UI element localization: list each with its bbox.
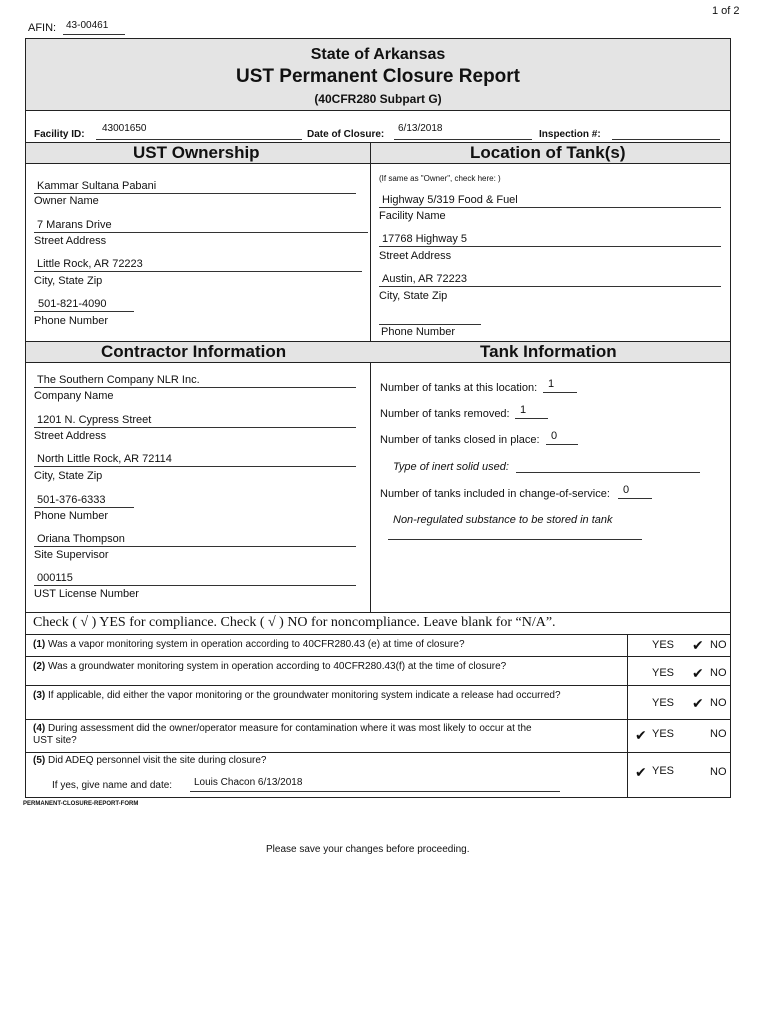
- q5-followup-value[interactable]: Louis Chacon 6/13/2018: [194, 777, 303, 788]
- afin-label: AFIN:: [28, 22, 57, 34]
- license-number-value[interactable]: 000115: [37, 572, 73, 584]
- inert-solid-input[interactable]: [516, 472, 700, 473]
- q1-yes-option[interactable]: YES: [652, 639, 675, 651]
- owner-name-label: Owner Name: [34, 195, 99, 207]
- contractor-street-underline: [34, 427, 356, 428]
- owner-street-underline: [34, 232, 368, 233]
- q2-no-option[interactable]: NO: [710, 667, 727, 679]
- non-regulated-input[interactable]: [388, 539, 642, 540]
- q4-yes-option[interactable]: YES: [652, 728, 675, 740]
- change-of-service-label: Number of tanks included in change-of-service:: [380, 488, 610, 500]
- license-number-underline: [34, 585, 356, 586]
- tanks-closed-label: Number of tanks closed in place:: [380, 434, 540, 446]
- facility-id-underline: [96, 139, 302, 140]
- location-street-underline: [379, 246, 721, 247]
- q2-top-line: [26, 656, 730, 657]
- contractor-company-underline: [34, 387, 356, 388]
- question-5: [33, 755, 623, 767]
- report-title: UST Permanent Closure Report: [236, 66, 520, 87]
- location-heading: Location of Tank(s): [470, 143, 626, 162]
- q1-number: (1): [33, 639, 46, 650]
- ust-ownership-heading: UST Ownership: [133, 143, 260, 162]
- contractor-city-value[interactable]: North Little Rock, AR 72114: [37, 453, 172, 465]
- owner-city-value[interactable]: Little Rock, AR 72223: [37, 258, 143, 270]
- q3-no-option[interactable]: NO: [710, 697, 727, 709]
- q3-top-line: [26, 685, 730, 686]
- question-1: [33, 639, 623, 651]
- owner-city-label: City, State Zip: [34, 275, 103, 287]
- inert-solid-label: Type of inert solid used:: [393, 461, 509, 473]
- q4-number: (4): [33, 723, 46, 734]
- contractor-heading: Contractor Information: [101, 342, 287, 361]
- q5-yes-checkmark-icon[interactable]: ✔: [635, 764, 647, 780]
- q5-no-option[interactable]: NO: [710, 766, 727, 778]
- contractor-phone-underline: [34, 507, 134, 508]
- q2-yes-option[interactable]: YES: [652, 667, 675, 679]
- license-number-label: UST License Number: [34, 588, 139, 600]
- contractor-street-value[interactable]: 1201 N. Cypress Street: [37, 414, 152, 426]
- change-of-service-value[interactable]: 0: [623, 484, 630, 496]
- q5-followup-label: If yes, give name and date:: [52, 780, 173, 791]
- q5-followup-underline: [190, 791, 560, 792]
- contractor-company-value[interactable]: The Southern Company NLR Inc.: [37, 374, 200, 386]
- tanks-closed-value[interactable]: 0: [551, 430, 558, 442]
- afin-value[interactable]: 43-00461: [66, 20, 109, 31]
- compliance-top-line: [26, 612, 730, 613]
- owner-street-label: Street Address: [34, 235, 107, 247]
- inspection-input[interactable]: [612, 139, 720, 140]
- question-4: [33, 723, 553, 747]
- owner-name-underline: [34, 193, 356, 194]
- tanks-removed-value[interactable]: 1: [520, 404, 527, 416]
- q5-text: Did ADEQ personnel visit the site during closure?: [48, 755, 267, 766]
- inspection-label: Inspection #:: [539, 129, 601, 140]
- change-of-service-underline: [618, 498, 652, 499]
- state-title: State of Arkansas: [310, 46, 446, 63]
- contractor-city-label: City, State Zip: [34, 470, 103, 482]
- date-of-closure-label: Date of Closure:: [307, 129, 385, 140]
- form-id: PERMANENT-CLOSURE-REPORT-FORM: [23, 801, 139, 807]
- compliance-instruction: Check ( √ ) YES for compliance. Check ( √ ) NO for noncompliance. Leave blank for “N/A”.: [33, 615, 556, 630]
- site-supervisor-label: Site Supervisor: [34, 549, 109, 561]
- q3-text: If applicable, did either the vapor monitoring or the groundwater monitoring system indicate a release had occurred?: [48, 690, 561, 701]
- afin-underline: [63, 34, 125, 35]
- q4-text: During assessment did the owner/operator measure for contamination where it was most likely to occur at the UST site?: [33, 723, 532, 746]
- tanks-closed-underline: [546, 444, 578, 445]
- q2-text: Was a groundwater monitoring system in operation according to 40CFR280.43(f) at the time of closure?: [48, 661, 507, 672]
- owner-phone-label: Phone Number: [34, 315, 108, 327]
- location-city-label: City, State Zip: [379, 290, 448, 302]
- tanks-at-location-underline: [543, 392, 577, 393]
- owner-name-value[interactable]: Kammar Sultana Pabani: [37, 180, 157, 192]
- q3-no-checkmark-icon[interactable]: ✔: [692, 695, 704, 711]
- facility-id-value[interactable]: 43001650: [102, 123, 147, 134]
- title-box: [26, 39, 730, 111]
- facility-name-value[interactable]: Highway 5/319 Food & Fuel: [382, 194, 518, 206]
- owner-phone-value[interactable]: 501-821-4090: [38, 298, 107, 310]
- non-regulated-label: Non-regulated substance to be stored in tank: [393, 514, 613, 526]
- q4-yes-checkmark-icon[interactable]: ✔: [635, 727, 647, 743]
- location-phone-input[interactable]: [379, 324, 481, 325]
- site-supervisor-underline: [34, 546, 356, 547]
- same-as-owner-note: (If same as "Owner", check here: ): [379, 174, 501, 183]
- q1-no-option[interactable]: NO: [710, 639, 727, 651]
- q1-no-checkmark-icon[interactable]: ✔: [692, 637, 704, 653]
- tanks-removed-underline: [515, 418, 548, 419]
- location-phone-label: Phone Number: [381, 326, 455, 338]
- q3-number: (3): [33, 690, 46, 701]
- date-of-closure-underline: [394, 139, 532, 140]
- location-city-underline: [379, 286, 721, 287]
- q3-yes-option[interactable]: YES: [652, 697, 675, 709]
- q5-top-line: [26, 752, 730, 753]
- tanks-at-location-label: Number of tanks at this location:: [380, 382, 538, 394]
- q1-text: Was a vapor monitoring system in operation according to 40CFR280.43 (e) at time of closure?: [48, 639, 465, 650]
- column-divider: [370, 142, 371, 612]
- contractor-company-label: Company Name: [34, 390, 114, 402]
- question-2: [33, 661, 623, 673]
- q2-no-checkmark-icon[interactable]: ✔: [692, 665, 704, 681]
- page-number: 1 of 2: [712, 5, 740, 17]
- location-street-label: Street Address: [379, 250, 452, 262]
- q5-number: (5): [33, 755, 46, 766]
- contractor-phone-value[interactable]: 501-376-6333: [37, 494, 106, 506]
- report-subtitle: (40CFR280 Subpart G): [314, 92, 442, 106]
- q4-no-option[interactable]: NO: [710, 728, 727, 740]
- date-of-closure-value[interactable]: 6/13/2018: [398, 123, 443, 134]
- location-street-value[interactable]: 17768 Highway 5: [382, 233, 468, 245]
- owner-phone-underline: [34, 311, 134, 312]
- tank-info-heading: Tank Information: [480, 342, 617, 361]
- contractor-phone-label: Phone Number: [34, 510, 108, 522]
- question-3: [33, 690, 573, 702]
- q2-number: (2): [33, 661, 46, 672]
- tanks-at-location-value[interactable]: 1: [548, 378, 555, 390]
- q4-top-line: [26, 719, 730, 720]
- owner-street-value[interactable]: 7 Marans Drive: [37, 219, 112, 231]
- facility-name-underline: [379, 207, 721, 208]
- tanks-removed-label: Number of tanks removed:: [380, 408, 510, 420]
- save-changes-note: Please save your changes before proceeding.: [266, 844, 470, 855]
- answer-column-divider: [627, 634, 628, 798]
- location-city-value[interactable]: Austin, AR 72223: [382, 273, 468, 285]
- contractor-city-underline: [34, 466, 356, 467]
- site-supervisor-value[interactable]: Oriana Thompson: [37, 533, 125, 545]
- q1-top-line: [26, 634, 730, 635]
- facility-name-label: Facility Name: [379, 210, 446, 222]
- contractor-street-label: Street Address: [34, 430, 107, 442]
- q5-yes-option[interactable]: YES: [652, 765, 675, 777]
- owner-city-underline: [34, 271, 362, 272]
- facility-id-label: Facility ID:: [34, 129, 85, 140]
